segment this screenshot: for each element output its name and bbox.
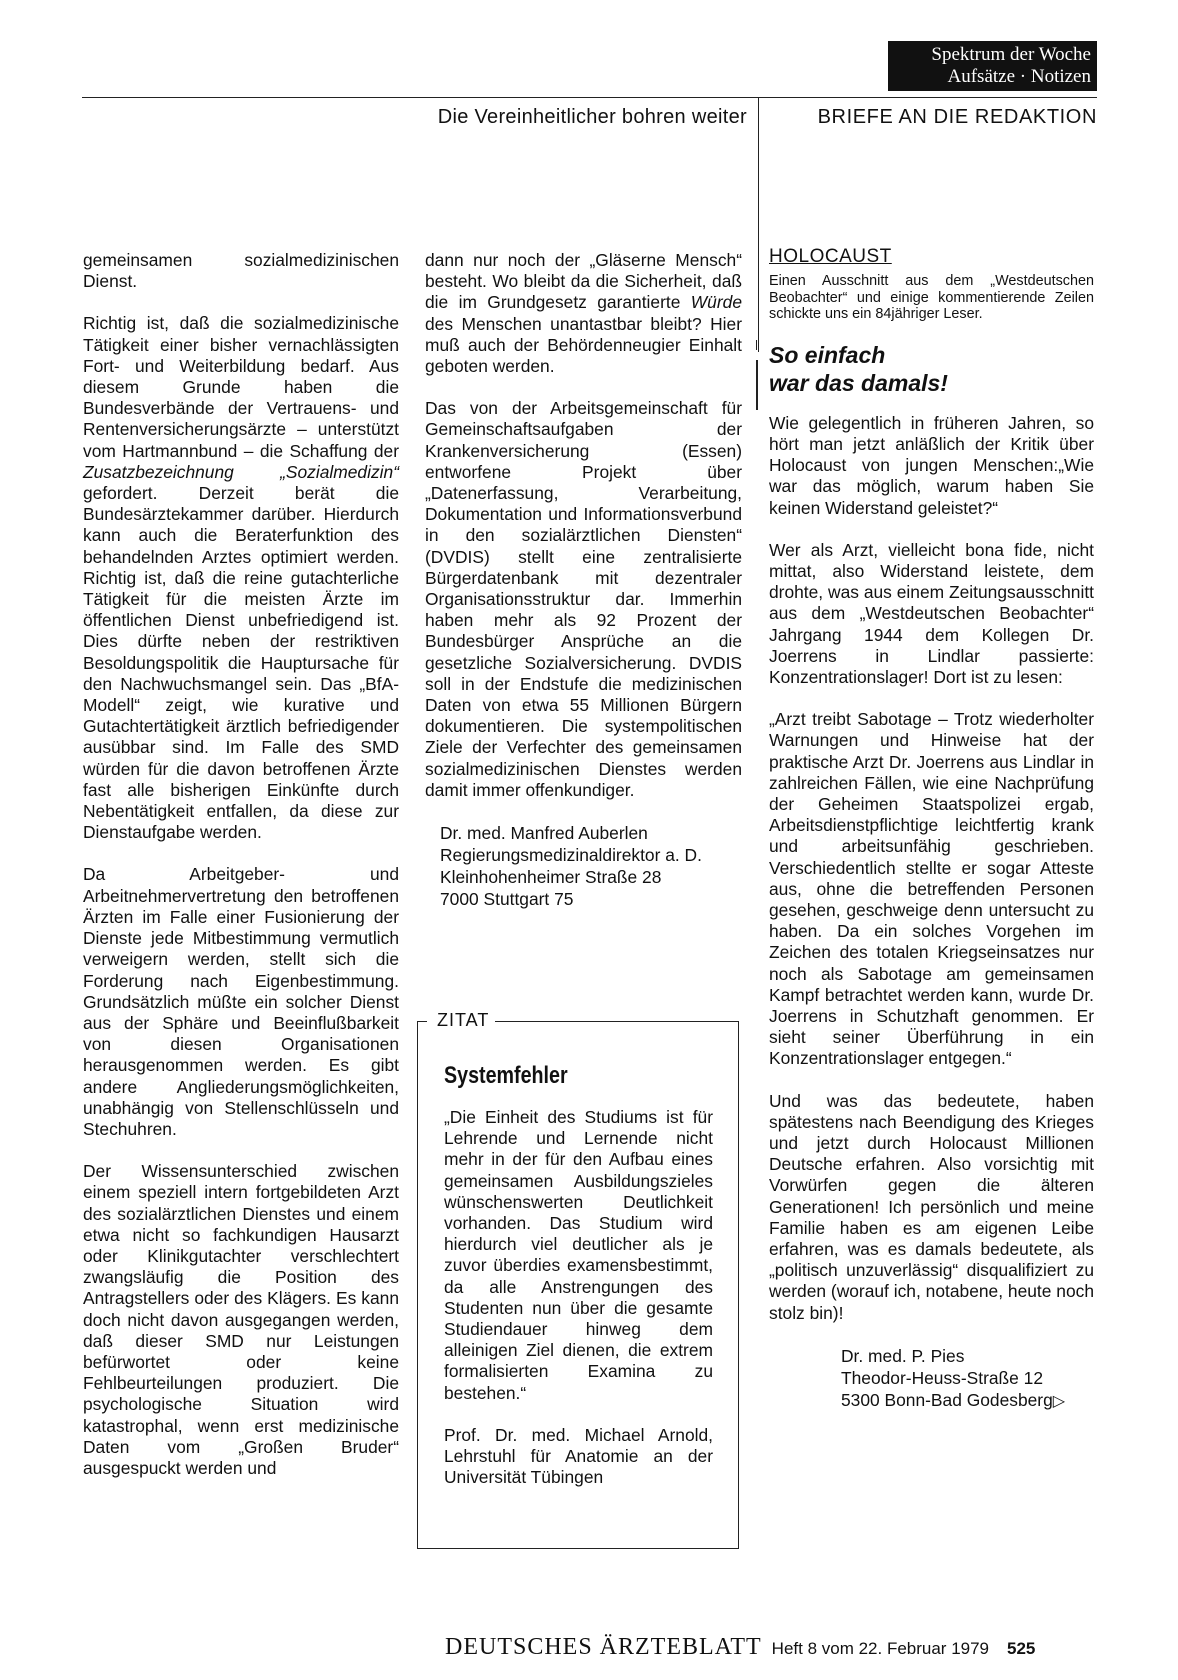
title-bar [756, 360, 758, 410]
issue-info: Heft 8 vom 22. Februar 1979 [771, 1639, 990, 1658]
page-number: 525 [1007, 1639, 1036, 1658]
quote-text: „Die Einheit des Studiums ist für Lehrende und Lernende nicht mehr in der für den Aufbau eines gemeinsamen Ausbildungszieles wünschenswerten Deutlichkeit vorhanden. Das Studium wird hierdurch viel deutlicher als je zuvor überdies examensbestimmt, da alle Anstrengungen des Studenten nun über die gesamte Studiendauer hinweg dem alleinigen Ziel dienen, die extrem formalisierten Examina zu bestehen.“ [444, 1107, 713, 1403]
col1-p2-emphasis: Zusatzbezeichnung „Sozialmedizin“ [83, 461, 399, 482]
col2-p1-text-b: des Menschen unantastbar bleibt? Hier muß auch der Behördenneugier Einhalt geboten werden. [425, 313, 742, 377]
signature-line: Dr. med. Manfred Auberlen [440, 823, 648, 844]
badge-line-1: Spektrum der Woche [931, 44, 1091, 65]
signature-line: 7000 Stuttgart 75 [440, 889, 574, 910]
signature-line [841, 1389, 1094, 1413]
col3-paragraph-3: „Arzt treibt Sabotage – Trotz wiederholter Warnungen und Hinweise hat der praktische Arzt Dr. Joerrens aus Lindlar in zahlreichen Fällen, wie eine Nachprüfung der Geheimen Staatspolizei ergab, Arbeitsdienstpflichtige leichtfertig krank und arbeitsunfähig geschrieben. Verschiedentlich stellte er sogar Atteste aus, ohne die betreffenden Personen gesehen, geschweige denn untersucht zu haben. Da ein solches Vorgehen im Zeichen des totalen Kriegseinsatzes nur noch als Sabotage am gemeinsamen Kampf betrachtet werden kann, wurde Dr. Joerrens in Schutzhaft genommen. Er sieht seiner Überführung in ein Konzentrationslager entgegen.“ [769, 709, 1094, 1069]
letter-title [769, 341, 1094, 397]
col1-paragraph-4: Der Wissensunterschied zwischen einem speziell intern fortgebildeten Arzt des sozialärztlichen Dienstes und einem etwa nicht so fachkundigen Hausarzt oder Klinikgutachter verschlechtert zwangsläufig die Position des Antragstellers oder des Klägers. Es kann doch nicht davon ausgegangen werden, daß dieser SMD nur Leistungen befürwortet oder keine Fehlbeurteilungen produziert. Die psychologische Situation wird katastrophal, wenn erst medizinische Daten vom „Großen Bruder“ ausgespuckt werden und [83, 1161, 399, 1478]
signature-line: Regierungsmedizinaldirektor a. D. [440, 845, 702, 866]
quote-label: ZITAT [427, 1010, 495, 1031]
col3-signature [841, 1345, 1094, 1413]
col2-signature [440, 822, 742, 910]
letter-intro: Einen Ausschnitt aus dem „Westdeutschen Beobachter“ und einige kommentierende Zeilen schickte uns ein 84jähriger Leser. [769, 273, 1094, 323]
col1-paragraph-1: gemeinsamen sozialmedizinischen Dienst. [83, 250, 399, 292]
col1-paragraph-3: Da Arbeitgeber- und Arbeitnehmervertretung den betroffenen Ärzten im Falle einer Fusionierung der Dienste jede Mitbestimmung vermutlich verweigern werden, stellt sich die Forderung nach Eigenbestimmung. Grundsätzlich müßte ein solcher Dienst aus der Sphäre und Beeinflußbarkeit von diesen Organisationen herausgenommen werden. Es gibt andere Angliederungsmöglichkeiten, unabhängig von Stellenschlüsseln und Stechuhren. [83, 864, 399, 1139]
continue-arrow-icon: ▷ [1052, 1392, 1066, 1410]
quote-body [444, 1107, 713, 1509]
letter-title-line-2: war das damals! [769, 369, 948, 396]
col1-paragraph-2 [83, 313, 399, 843]
section-badge [888, 41, 1097, 91]
quote-source: Prof. Dr. med. Michael Arnold, Lehrstuhl für Anatomie an der Universität Tübingen [444, 1424, 713, 1488]
letter-rubric: HOLOCAUST [769, 246, 892, 267]
article-header: Die Vereinheitlicher bohren weiter [437, 106, 747, 128]
magazine-name: DEUTSCHES ÄRZTEBLATT [445, 1634, 762, 1660]
signature-line: Dr. med. P. Pies [841, 1345, 965, 1366]
col2-paragraph-1 [425, 250, 742, 377]
col3-paragraph-1: Wie gelegentlich in früheren Jahren, so hört man jetzt anläßlich der Kritik über Holocaust von jungen Menschen:„Wie war das möglich, warum haben Sie keinen Widerstand geleistet?“ [769, 412, 1094, 518]
header-rule [82, 97, 1097, 98]
divider-tick [756, 340, 757, 350]
header-divider [758, 97, 759, 352]
col1-p2-text-b: gefordert. Derzeit berät die Bundesärztekammer darüber. Hierdurch kann auch die Beraterfunktion des behandelnden Arztes optimiert werden. Richtig ist, daß die reine gutachterliche Tätigkeit für die meisten Ärzte im öffentlichen Dienst unbefriedigend ist. Dies dürfte neben der restriktiven Besoldungspolitik die Hauptursache für den Nachwuchsmangel sein. Das „BfA-Modell“ zeigt, wie kurative und Gutachtertätigkeit ärztlich befriedigender ausübbar sind. Im Falle des SMD würden für die davon betroffenen Ärzte fast alle bisherigen Einkünfte durch Nebentätigkeit entfallen, da diese zur Dienstaufgabe werden. [83, 483, 399, 843]
signature-city: 5300 Bonn-Bad Godesberg [841, 1389, 1053, 1410]
quote-title: Systemfehler [444, 1062, 568, 1089]
column-3 [769, 246, 1094, 1434]
section-header: BRIEFE AN DIE REDAKTION [817, 106, 1097, 128]
col2-p1-text-a: dann nur noch der „Gläserne Mensch“ besteht. Wo bleibt da die Sicherheit, daß die im Grundgesetz garantierte [425, 250, 742, 313]
col1-p2-text-a: Richtig ist, daß die sozialmedizinische Tätigkeit einer bisher vernachlässigten Fort- und Weiterbildung bedarf. Aus diesem Grunde haben die Bundesverbände der Vertrauens- und Rentenversicherungsärzte – unterstützt vom Hartmannbund – die Schaffung der [83, 313, 399, 461]
col3-paragraph-4: Und was das bedeutete, haben spätestens nach Beendigung des Krieges und jetzt durch Holocaust Millionen Deutsche erfahren. Also vorsichtig mit Vorwürfen gegen die älteren Generationen! Ich persönlich und meine Familie haben es am eigenen Leibe erfahren, was es damals bedeutete, als „politisch unzuverlässig“ disqualifiziert zu werden (worauf ich, notabene, heute noch stolz bin)! [769, 1090, 1094, 1323]
signature-line: Kleinhohenheimer Straße 28 [440, 867, 662, 888]
signature-line: Theodor-Heuss-Straße 12 [841, 1367, 1044, 1388]
column-2 [425, 250, 742, 931]
col2-paragraph-2: Das von der Arbeitsgemeinschaft für Gemeinschaftsaufgaben der Krankenversicherung (Essen) entworfene Projekt über „Datenerfassung, Verarbeitung, Dokumentation und Informationsverbund in den sozialärztlichen Diensten“ (DVDIS) stellt eine zentralisierte Bürgerdatenbank mit dezentraler Organisationsstruktur dar. Immerhin haben mehr als 92 Prozent der Bundesbürger Ansprüche an die gesetzliche Sozialversicherung. DVDIS soll in der Endstufe die medizinischen Daten von etwa 55 Millionen Bürgern dokumentieren. Die systempolitischen Ziele der Verfechter des gemeinsamen sozialmedizinischen Dienstes werden damit immer offenkundiger. [425, 398, 742, 800]
badge-line-2: Aufsätze · Notizen [947, 66, 1091, 87]
column-1 [83, 250, 399, 1500]
page-footer [445, 1634, 1035, 1661]
letter-title-line-1: So einfach [769, 341, 886, 368]
col2-p1-emphasis: Würde [690, 292, 742, 313]
col3-paragraph-2: Wer als Arzt, vielleicht bona fide, nicht mittat, also Widerstand leistete, dem drohte, was aus einem Zeitungsausschnitt aus dem „Westdeutschen Beobachter“ Jahrgang 1944 dem Kollegen Dr. Joerrens in Lindlar passierte: Konzentrationslager! Dort ist zu lesen: [769, 539, 1094, 687]
